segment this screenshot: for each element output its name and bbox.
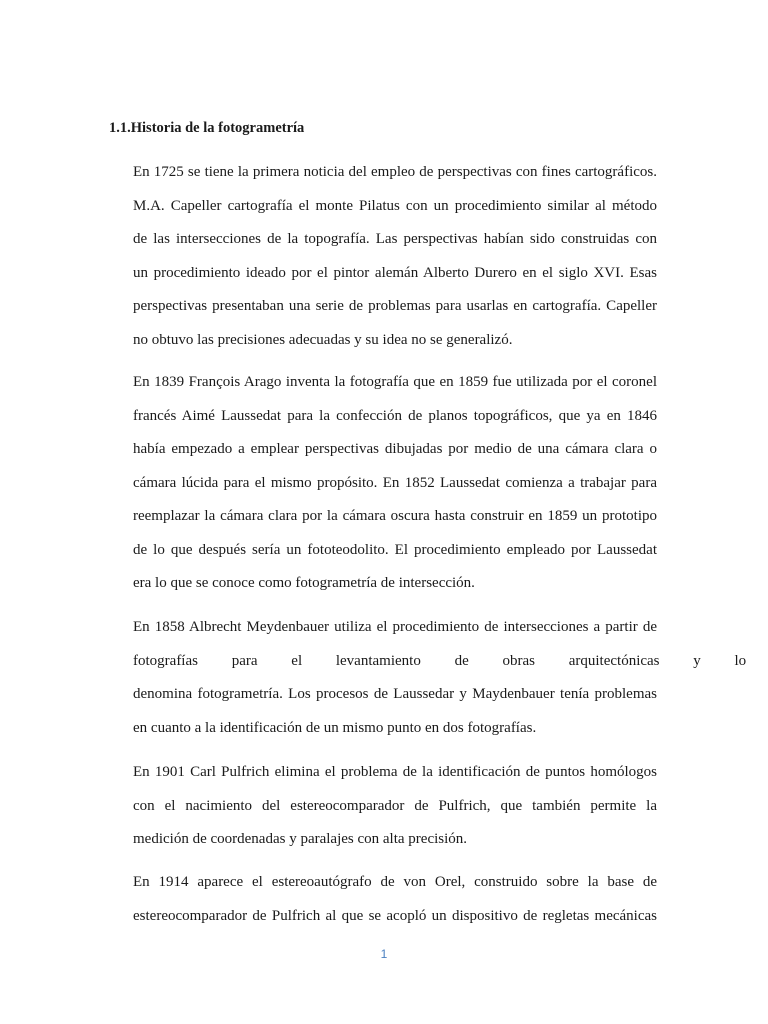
text-line: M.A. Capeller cartografía el monte Pilatus con un procedimiento similar al método bbox=[133, 197, 657, 214]
text-line: perspectivas presentaban una serie de problemas para usarlas en cartografía. Capeller bbox=[133, 298, 657, 314]
section-heading: 1.1.Historia de la fotogrametría bbox=[109, 120, 305, 136]
text-line: había empezado a emplear perspectivas dibujadas por medio de una cámara clara o bbox=[133, 441, 657, 457]
text-line: de las intersecciones de la topografía. Las perspectivas habían sido construidas con bbox=[133, 231, 657, 247]
text-line: de lo que después sería un fototeodolito. El procedimiento empleado por Laussedat bbox=[133, 541, 657, 558]
text-line: fotografías para el levantamiento de obras arquitectónicas y lo bbox=[133, 652, 747, 669]
text-line: en cuanto a la identificación de un mismo punto en dos fotografías. bbox=[133, 719, 537, 736]
text-line: con el nacimiento del estereocomparador de Pulfrich, que también permite la bbox=[133, 797, 657, 814]
paragraph-3 bbox=[133, 611, 747, 745]
text-line: cámara lúcida para el mismo propósito. En 1852 Laussedat comienza a trabajar para bbox=[133, 474, 657, 491]
paragraph-5 bbox=[133, 866, 657, 933]
text-line: reemplazar la cámara clara por la cámara oscura hasta construir en 1859 un prototipo bbox=[133, 508, 657, 524]
text-line: En 1839 François Arago inventa la fotografía que en 1859 fue utilizada por el coronel bbox=[133, 374, 657, 390]
text-line: medición de coordenadas y paralajes con alta precisión. bbox=[133, 831, 468, 847]
text-line: En 1725 se tiene la primera noticia del empleo de perspectivas con fines cartográficos. bbox=[133, 164, 657, 180]
text-line: no obtuvo las precisiones adecuadas y su idea no se generalizó. bbox=[133, 331, 513, 348]
text-line: francés Aimé Laussedat para la confección de planos topográficos, que ya en 1846 bbox=[133, 407, 657, 424]
text-line: En 1858 Albrecht Meydenbauer utiliza el procedimiento de intersecciones a partir de bbox=[133, 619, 657, 635]
text-line: En 1901 Carl Pulfrich elimina el problema de la identificación de puntos homólogos bbox=[133, 764, 657, 780]
text-line: un procedimiento ideado por el pintor alemán Alberto Durero en el siglo XVI. Esas bbox=[133, 264, 657, 281]
text-line: En 1914 aparece el estereoautógrafo de von Orel, construido sobre la base de bbox=[133, 874, 657, 890]
page-number: 1 bbox=[380, 947, 388, 961]
text-line: era lo que se conoce como fotogrametría de intersección. bbox=[133, 575, 475, 591]
text-line: denomina fotogrametría. Los procesos de Laussedar y Maydenbauer tenía problemas bbox=[133, 686, 657, 702]
text-line: estereocomparador de Pulfrich al que se acopló un dispositivo de regletas mecánicas bbox=[133, 907, 657, 924]
paragraph-1 bbox=[133, 156, 657, 357]
paragraph-2 bbox=[133, 366, 657, 601]
paragraph-4 bbox=[133, 756, 657, 857]
